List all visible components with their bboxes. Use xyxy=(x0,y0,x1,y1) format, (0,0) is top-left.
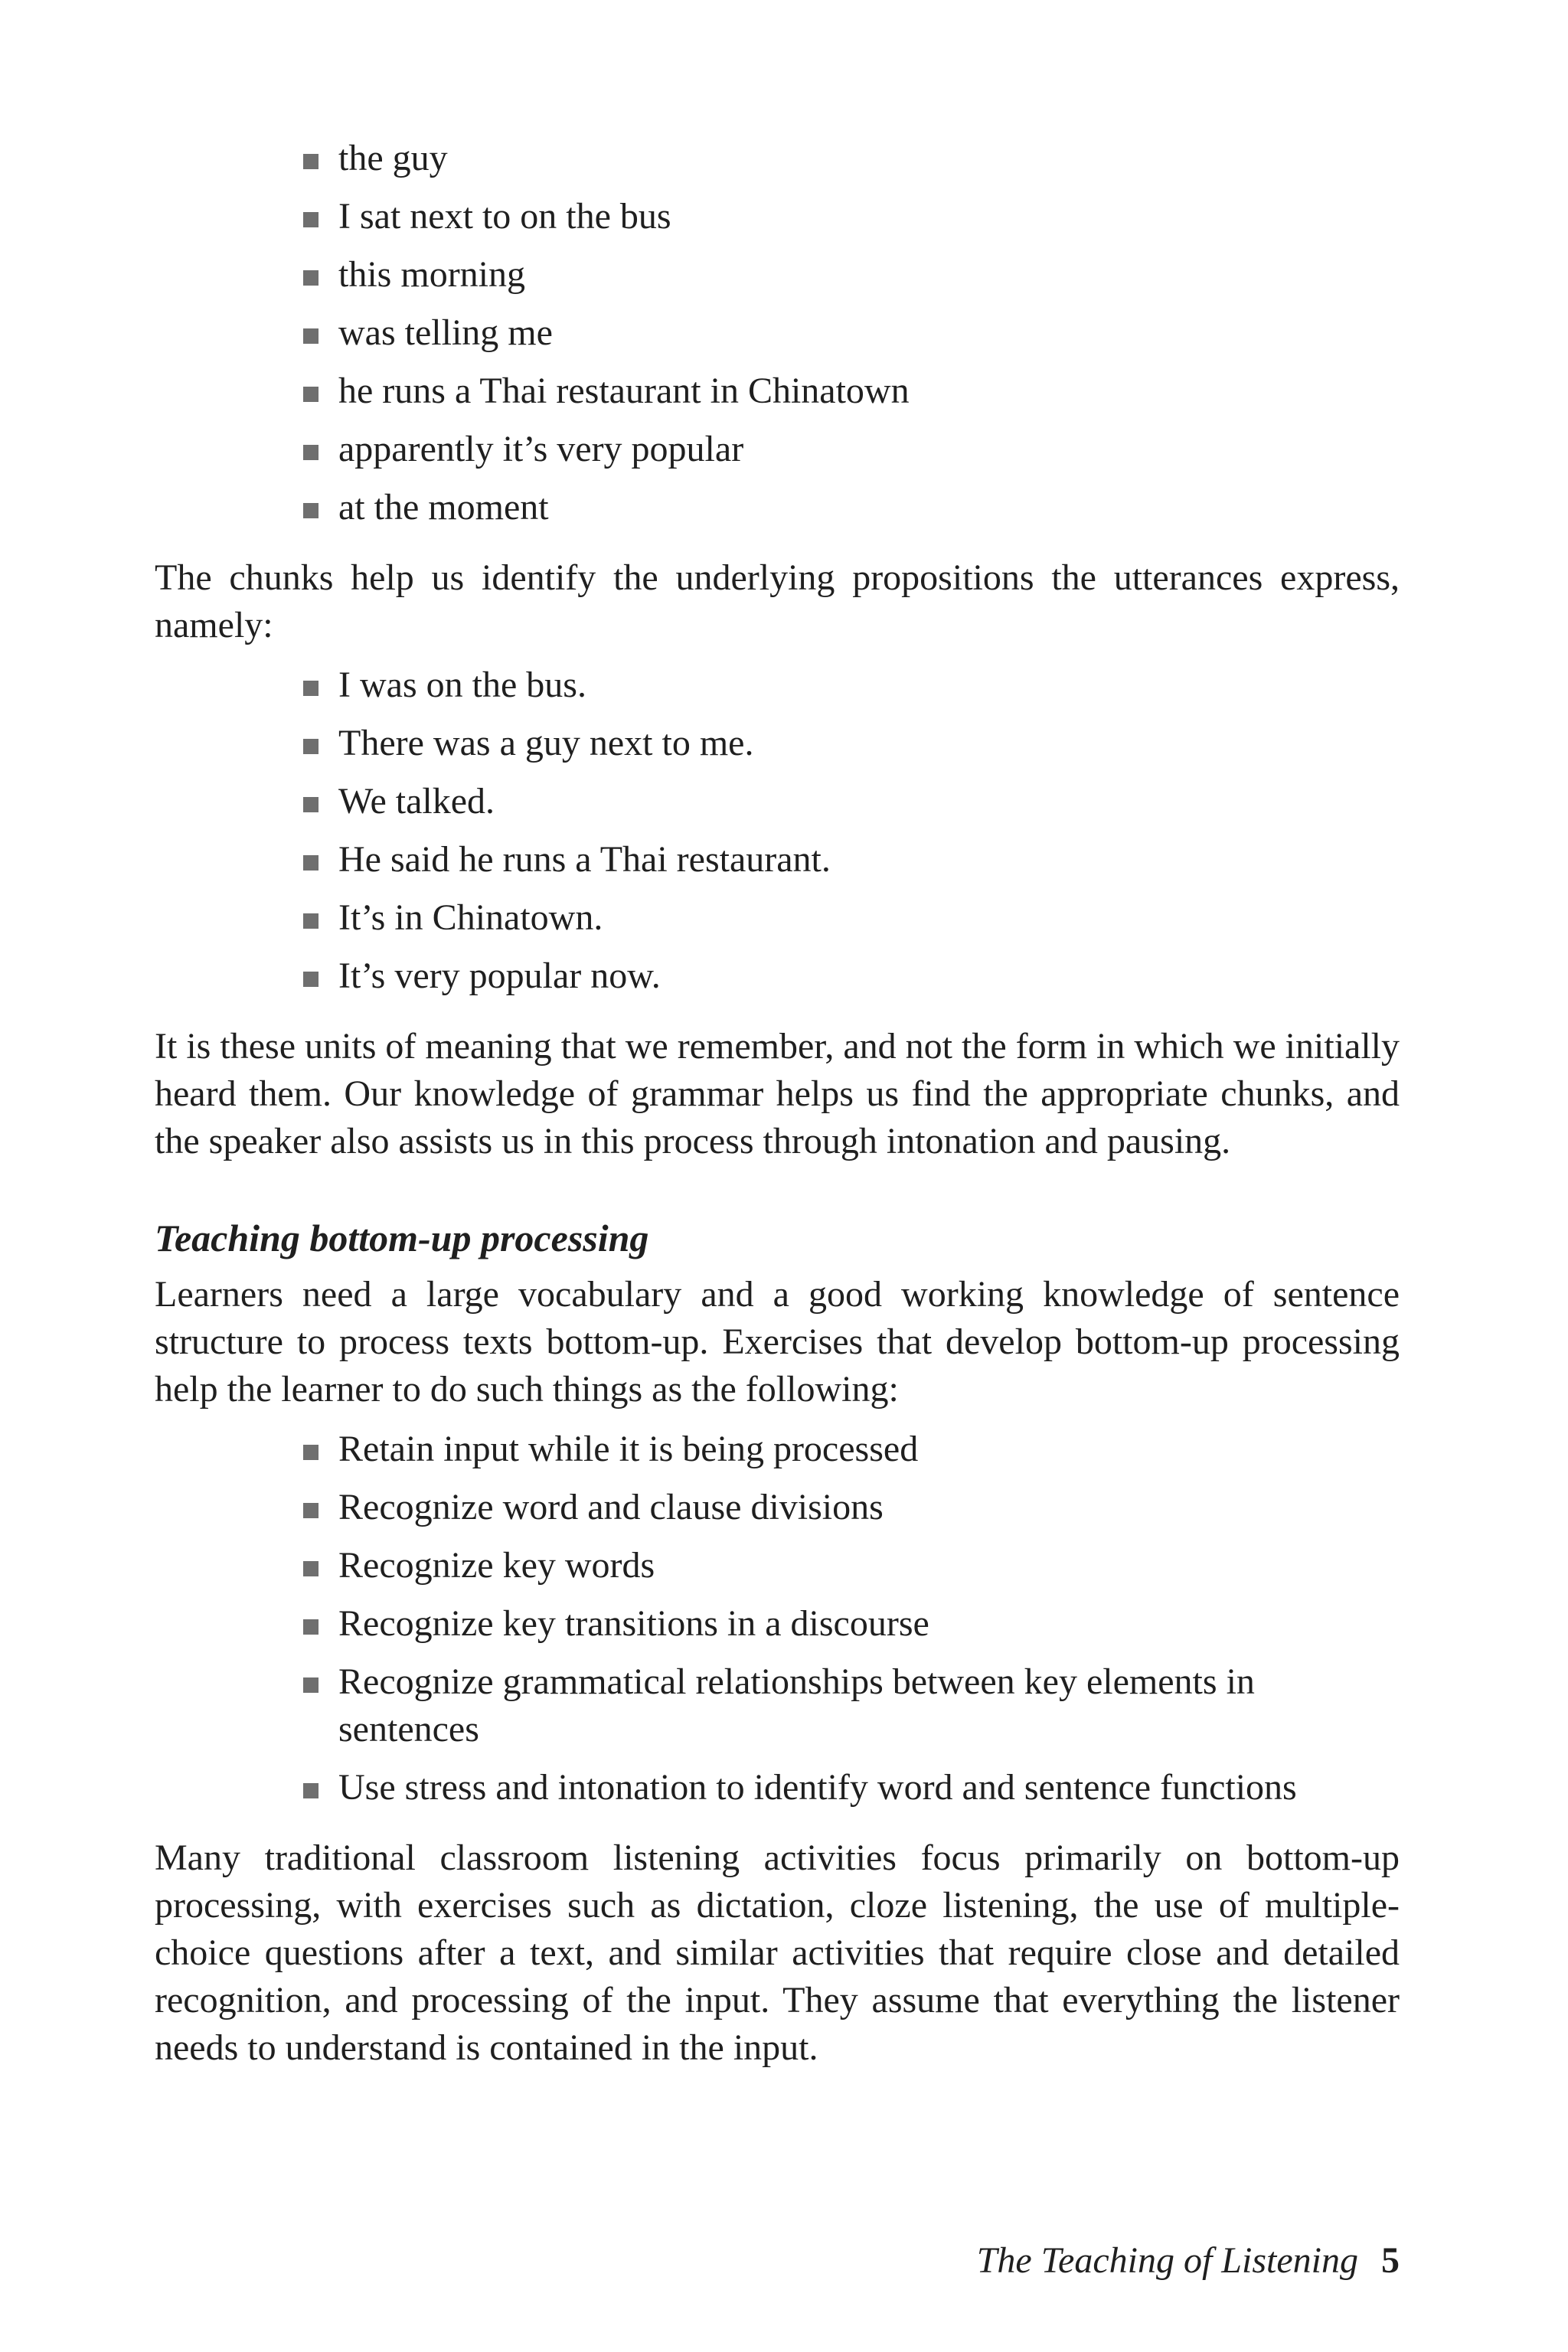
bullet-square-icon xyxy=(303,972,318,987)
skills-list xyxy=(155,1426,1400,1811)
bullet-square-icon xyxy=(303,1677,318,1693)
list-item-text: Retain input while it is being processed xyxy=(338,1429,919,1469)
list-item xyxy=(303,1600,1400,1648)
list-item-text: We talked. xyxy=(338,781,495,822)
bullet-square-icon xyxy=(303,212,318,227)
paragraph-propositions-intro: The chunks help us identify the underlying propositions the utterances express, namely: xyxy=(155,557,1400,645)
proposition-list xyxy=(155,662,1400,1000)
list-item xyxy=(303,135,1400,182)
page-footer xyxy=(977,2237,1400,2285)
bullet-square-icon xyxy=(303,503,318,518)
list-item-text: apparently it’s very popular xyxy=(338,429,744,469)
bullet-square-icon xyxy=(303,328,318,344)
list-item-text: There was a guy next to me. xyxy=(338,723,754,763)
list-item-text: Recognize key transitions in a discourse xyxy=(338,1603,929,1644)
bullet-square-icon xyxy=(303,739,318,754)
list-item xyxy=(303,1658,1318,1753)
list-item-text: he runs a Thai restaurant in Chinatown xyxy=(338,371,910,411)
list-item-text: It’s in Chinatown. xyxy=(338,897,603,938)
list-item xyxy=(303,952,1400,1000)
list-item xyxy=(303,484,1400,531)
list-item-text: Use stress and intonation to identify word and sentence functions xyxy=(338,1767,1297,1808)
list-item-text: Recognize grammatical relationships between key elements in sentences xyxy=(338,1661,1255,1749)
bullet-square-icon xyxy=(303,855,318,871)
chunk-list xyxy=(155,135,1400,531)
list-item-text: was telling me xyxy=(338,312,553,353)
paragraph-traditional-activities: Many traditional classroom listening activities focus primarily on bottom-up processing, with exercises such as dictation, cloze listening, the use of multiple-choice questions after a text, and similar activities that require close and detailed recognition, and processing of the input. They assume that everything the listener needs to understand is contained in the input. xyxy=(155,1838,1400,2068)
bullet-square-icon xyxy=(303,1503,318,1518)
list-item xyxy=(303,1484,1400,1531)
list-item xyxy=(303,720,1400,767)
bullet-square-icon xyxy=(303,1445,318,1460)
list-item-text: He said he runs a Thai restaurant. xyxy=(338,839,831,880)
running-title: The Teaching of Listening xyxy=(976,2240,1358,2281)
section-heading: Teaching bottom-up processing xyxy=(155,1217,649,1259)
bullet-square-icon xyxy=(303,154,318,169)
list-item-text: I was on the bus. xyxy=(338,665,586,705)
list-item xyxy=(303,1764,1400,1811)
paragraph-bottom-up-intro: Learners need a large vocabulary and a good working knowledge of sentence structure to process texts bottom-up. Exercises that develop bottom-up processing help the learner to do such things as the following: xyxy=(155,1274,1400,1410)
list-item xyxy=(303,1542,1400,1589)
bullet-square-icon xyxy=(303,387,318,402)
list-item xyxy=(303,368,1400,415)
list-item xyxy=(303,1426,1400,1473)
paragraph-units-of-meaning: It is these units of meaning that we remember, and not the form in which we initially heard them. Our knowledge of grammar helps us find the appropriate chunks, and the speaker also assists us in this process through intonation and pausing. xyxy=(155,1026,1400,1161)
page-number: 5 xyxy=(1381,2240,1400,2281)
bullet-square-icon xyxy=(303,1561,318,1576)
list-item xyxy=(303,836,1400,884)
list-item-text: I sat next to on the bus xyxy=(338,196,671,237)
list-item xyxy=(303,426,1400,473)
list-item xyxy=(303,309,1400,357)
bullet-square-icon xyxy=(303,1619,318,1635)
list-item-text: It’s very popular now. xyxy=(338,956,661,996)
bullet-square-icon xyxy=(303,270,318,286)
page-content xyxy=(155,135,1400,2072)
list-item-text: Recognize word and clause divisions xyxy=(338,1487,884,1527)
list-item xyxy=(303,662,1400,709)
bullet-square-icon xyxy=(303,681,318,696)
list-item-text: the guy xyxy=(338,138,448,178)
list-item xyxy=(303,778,1400,825)
list-item-text: this morning xyxy=(338,254,526,295)
list-item xyxy=(303,251,1400,299)
bullet-square-icon xyxy=(303,445,318,460)
bullet-square-icon xyxy=(303,797,318,812)
bullet-square-icon xyxy=(303,1783,318,1798)
bullet-square-icon xyxy=(303,913,318,929)
list-item-text: at the moment xyxy=(338,487,549,528)
list-item xyxy=(303,193,1400,240)
list-item-text: Recognize key words xyxy=(338,1545,655,1586)
list-item xyxy=(303,894,1400,942)
